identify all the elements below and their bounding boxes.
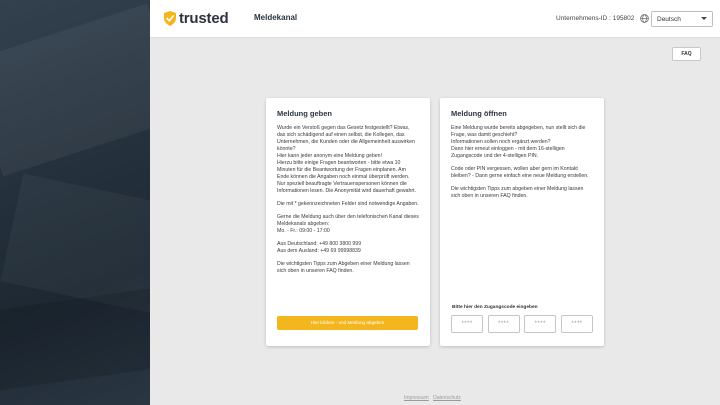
access-code-inputs — [451, 315, 593, 333]
faq-button[interactable]: FAQ — [672, 47, 701, 61]
access-code-field-3[interactable]: **** — [524, 315, 556, 333]
phone-channel-info: Gerne die Meldung auch über den telefonischen Kanal dieses Meldekanals abgeben: Mo. - Fr.: 09:00 - 17:00 — [277, 214, 419, 234]
faq-tips-note: Die wichtigsten Tipps zum abgeben einer Meldung lassen sich oben in unseren FAQ finden. — [451, 186, 584, 199]
access-code-field-1[interactable]: **** — [451, 315, 483, 333]
open-report-card — [440, 98, 604, 346]
impressum-link[interactable]: Impressum — [404, 395, 429, 401]
access-code-field-4[interactable]: **** — [561, 315, 593, 333]
top-header — [150, 0, 720, 38]
submit-report-button[interactable]: Hier klicken - und Meldung abgeben — [277, 316, 418, 330]
background-photo — [0, 0, 150, 405]
faq-tips-note: Die wichtigsten Tipps zum Abgeben einer Meldung lassen sich oben in unseren FAQ finden. — [277, 261, 410, 274]
language-select-value: Deutsch — [657, 16, 681, 23]
submit-report-intro: Wurde ein Verstoß gegen das Gesetz festgestellt? Etwas, das sich schädigend auf einen selbst, die Kollegen, das Unternehmen, die Kunden oder die Allgemeinheit auswirken könnte? Hier kann jeder anonym eine Meldung geben! Hierzu bitte einige Fragen beantworten - bitte etwa 10 Minuten für die Beantwortung der Fragen einplanen. Am Ende können die Angaben noch einmal überprüft werden. Nur speziell beauftragte Vertrauenspersonen können die Informationen lesen. Die Anonymität wird dauerhaft gewahrt. — [277, 125, 416, 194]
globe-icon — [640, 14, 649, 23]
footer-links — [404, 395, 464, 401]
required-fields-note: Die mit * gekennzeichneten Felder sind notwendige Angaben. — [277, 201, 419, 207]
forgot-code-note: Code oder PIN vergessen, wollen aber gern im Kontakt bleiben? - Dann gerne einfach eine neue Meldung erstellen. — [451, 166, 589, 179]
shield-check-icon — [164, 11, 176, 26]
access-code-field-2[interactable]: **** — [488, 315, 520, 333]
access-code-label: Bitte hier den Zugangscode eingeben — [452, 305, 538, 310]
open-report-title: Meldung öffnen — [451, 109, 507, 118]
logo-text: trusted — [179, 10, 229, 27]
language-select[interactable] — [651, 11, 713, 27]
submit-report-title: Meldung geben — [277, 109, 332, 118]
page-title: Meldekanal — [254, 13, 298, 22]
phone-numbers: Aus Deutschland: +49 800 3800 999 Aus dem Ausland: +49 69 99998839 — [277, 241, 362, 254]
submit-report-card — [266, 98, 430, 346]
logo[interactable] — [164, 10, 228, 27]
chevron-down-icon — [701, 17, 707, 20]
company-id: Unternehmens-ID : 195802 — [556, 15, 635, 22]
datenschutz-link[interactable]: Datenschutz — [433, 395, 461, 401]
open-report-intro: Eine Meldung wurde bereits abgegeben, nun stellt sich die Frage, was damit geschieht? Informationen sollen noch ergänzt werden? Dann hier erneut einloggen - mit dem 16-stelligen Zugangscode und der 4-stelligen PIN. — [451, 125, 586, 159]
